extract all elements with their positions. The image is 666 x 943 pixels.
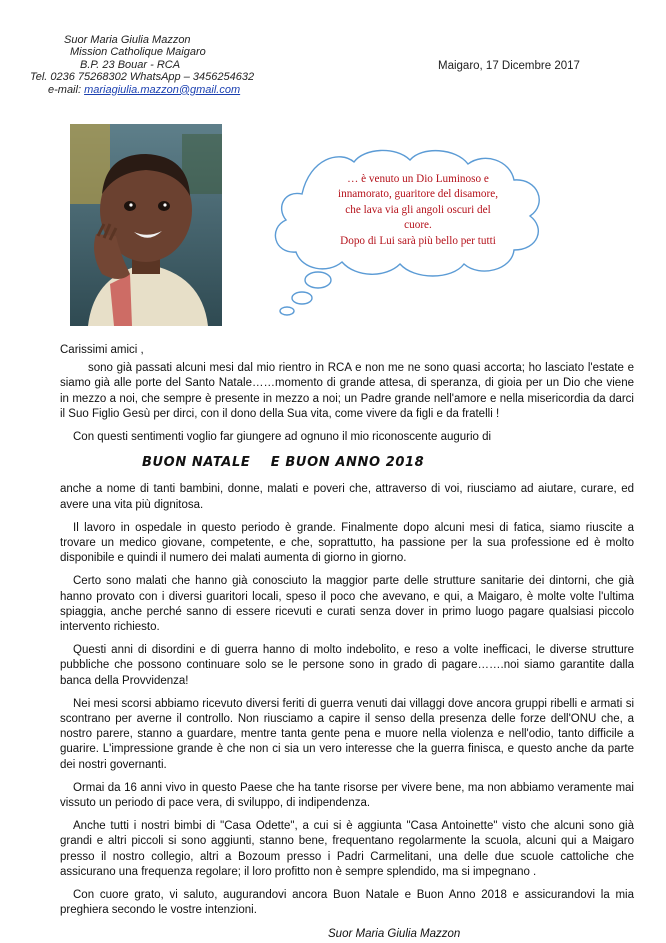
signature: Suor Maria Giulia Mazzon [328,927,461,940]
cloud-line: che lava via gli angoli oscuri del [345,203,491,216]
paragraph: Nei mesi scorsi abbiamo ricevuto diversi feriti di guerra venuti dai villaggi dove ancora gruppi ribelli e armati si scontrano per averne il controllo. Non riusciamo a capire il senso della presenza delle forze dell'ONU che, a nostro parere, stanno a guardare, mentre tanta gente pena e muore nella violenza e nell'odio, tanto difficile a guarire. L'impressione grande è che non ci sia un vero interesse che la guerra finisca, e questo anche da parte dei nostri governanti. [60,697,634,771]
sender-email-line [0,84,300,96]
sender-block [0,34,300,96]
email-link[interactable]: mariagiulia.mazzon@gmail.com [84,83,241,96]
paragraph: sono già passati alcuni mesi dal mio rientro in RCA e non me ne sono quasi accorta; ho lasciato l'estate e siamo già alle porte del Santo Natale……momento di grande attesa, di speranza, di gioia per un Dio che viene in mezzo a noi, che sempre è presente in mezzo a noi; un Padre grande nell'amore e nella misericordia da darci il Suo Figlio Gesù per dirci, con il dono della Sua vita, come vivere da figli e da fratelli ! [60,362,634,420]
cloud-quote [318,172,518,249]
paragraph: Ormai da 16 anni vivo in questo Paese che ha tante risorse per vivere bene, ma non abbiamo veramente mai vissuto un periodo di pace vera, di sviluppo, di indipendenza. [60,781,634,810]
sender-name: Suor Maria Giulia Mazzon [64,34,191,46]
paragraph: Certo sono malati che hanno già conosciuto la maggior parte delle strutture sanitarie dei dintorni, che già hanno provato con i diversi guaritori locali, speso il poco che avevano, e qui, a Maigaro, è molte volte l'ultima spiaggia, anche perché sanno di essere ricevuti e curati senza dover in primo luogo pagare qualsiasi piccolo intervento richiesto. [60,575,634,634]
cloud-line: innamorato, guaritore del disamore, [338,188,498,201]
letter-date: Maigaro, 17 Dicembre 2017 [438,60,580,72]
sender-phone: Tel. 0236 75268302 WhatsApp – 3456254632 [30,71,255,84]
cloud-line: cuore. [404,219,432,232]
paragraph: Anche tutti i nostri bimbi di "Casa Odette", a cui si è aggiunta "Casa Antoinette" visto che alcuni sono già grandi e altri piccoli si sono aggiunti, stanno bene, frequentano regolarmente la scuola, alcuni qui a Maigaro presso il nostro collegio, altri a Bozoum presso i Padri Carmelitani, una delle due scuole cattoliche che assicurano una frequenza regolare; il loro profitto non è sempre splendido, ma si impegnano . [60,820,634,878]
sender-address: B.P. 23 Bouar - RCA [80,58,181,71]
christmas-wishes-heading: BUON NATALE E BUON ANNO 2018 [142,455,425,471]
paragraph: Questi anni di disordini e di guerra hanno di molto indebolito, e reso a volte inefficaci, le diverse strutture pubbliche che possono continuare solo se le persone sono in grado di pagare…….noi siamo garantite dalla banca della Provvidenza! [60,644,634,687]
greeting: Carissimi amici , [60,344,144,356]
cloud-line: … è venuto un Dio Luminoso e [347,173,489,185]
thought-bubble [262,146,558,316]
paragraph: Con questi sentimenti voglio far giungere ad ognuno il mio riconoscente augurio di [73,431,492,444]
sender-mission: Mission Catholique Maigaro [70,46,206,59]
letter-body [60,343,634,942]
email-label: e-mail: [48,83,82,96]
cloud-line: Dopo di Lui sarà più bello per tutti [340,234,496,247]
paragraph: anche a nome di tanti bambini, donne, malati e poveri che, attraverso di voi, riusciamo ad aiutare, curare, ed avere una vita più dignitosa. [60,483,634,511]
paragraph: Con cuore grato, vi saluto, augurandovi ancora Buon Natale e Buon Anno 2018 e assicurandovi la mia preghiera secondo le vostre intenzioni. [60,889,634,917]
paragraph: Il lavoro in ospedale in questo periodo è grande. Finalmente dopo alcuni mesi di fatica, siamo riuscite a trovare un medico giovane, competente, e che, soprattutto, ha passione per la sua professione ed è molto disponibile e quindi il numero dei malati aumenta di giorno in giorno. [60,521,634,565]
child-photo [70,124,222,326]
